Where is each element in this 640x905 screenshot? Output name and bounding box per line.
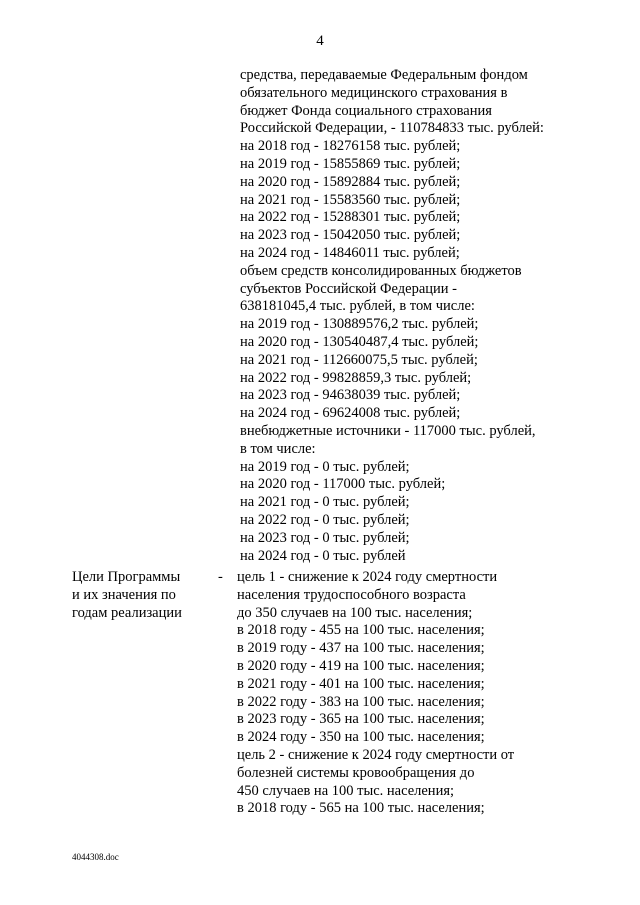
goal-line: до 350 случаев на 100 тыс. населения;	[237, 604, 473, 621]
funding-line: на 2024 год - 0 тыс. рублей	[240, 547, 406, 564]
funding-line: на 2021 год - 15583560 тыс. рублей;	[240, 191, 461, 208]
funding-line: внебюджетные источники - 117000 тыс. рублей,	[240, 422, 536, 439]
funding-line: обязательного медицинского страхования в	[240, 84, 508, 101]
funding-line: бюджет Фонда социального страхования	[240, 102, 492, 119]
goal-line: в 2024 году - 350 на 100 тыс. населения;	[237, 729, 485, 746]
goal-line: в 2022 году - 383 на 100 тыс. населения;	[237, 693, 485, 710]
funding-line: на 2024 год - 69624008 тыс. рублей;	[240, 405, 461, 422]
funding-line: 638181045,4 тыс. рублей, в том числе:	[240, 298, 475, 315]
funding-line: на 2019 год - 0 тыс. рублей;	[240, 458, 410, 475]
goals-label-line: и их значения по	[72, 586, 176, 603]
funding-line: на 2023 год - 94638039 тыс. рублей;	[240, 387, 461, 404]
funding-line: на 2022 год - 99828859,3 тыс. рублей;	[240, 369, 472, 386]
goal-line: в 2020 году - 419 на 100 тыс. населения;	[237, 657, 485, 674]
funding-line: на 2019 год - 15855869 тыс. рублей;	[240, 155, 461, 172]
goals-label	[72, 569, 192, 622]
goal-line: в 2019 году - 437 на 100 тыс. населения;	[237, 640, 485, 657]
goal-line: в 2021 году - 401 на 100 тыс. населения;	[237, 675, 485, 692]
goal-line: цель 2 - снижение к 2024 году смертности от	[237, 746, 515, 763]
page-number: 4	[316, 33, 324, 49]
goal-line: населения трудоспособного возраста	[237, 586, 466, 603]
goal-line: 450 случаев на 100 тыс. населения;	[237, 782, 455, 799]
funding-line: на 2020 год - 130540487,4 тыс. рублей;	[240, 333, 479, 350]
goal-line: цель 1 - снижение к 2024 году смертности	[237, 569, 498, 585]
funding-line: на 2019 год - 130889576,2 тыс. рублей;	[240, 316, 479, 333]
funding-line: на 2020 год - 15892884 тыс. рублей;	[240, 173, 461, 190]
funding-line: на 2022 год - 15288301 тыс. рублей;	[240, 209, 461, 226]
funding-line: Российской Федерации, - 110784833 тыс. рублей:	[240, 120, 544, 137]
funding-block	[240, 67, 630, 565]
funding-line: на 2021 год - 112660075,5 тыс. рублей;	[240, 351, 478, 368]
goal-line: в 2023 году - 365 на 100 тыс. населения;	[237, 711, 485, 728]
goal-line: в 2018 году - 565 на 100 тыс. населения;	[237, 800, 485, 817]
funding-line: на 2020 год - 117000 тыс. рублей;	[240, 476, 446, 493]
goals-label-line: годам реализации	[72, 604, 182, 621]
goal-line: в 2018 году - 455 на 100 тыс. населения;	[237, 622, 485, 639]
funding-line: на 2024 год - 14846011 тыс. рублей;	[240, 244, 460, 261]
document-filename: 4044308.doc	[72, 852, 119, 862]
funding-line: объем средств консолидированных бюджетов	[240, 262, 522, 279]
funding-line: на 2022 год - 0 тыс. рублей;	[240, 511, 410, 528]
funding-line: на 2023 год - 0 тыс. рублей;	[240, 529, 410, 546]
goals-block	[237, 569, 627, 818]
goals-dash: -	[218, 569, 223, 585]
funding-line: на 2023 год - 15042050 тыс. рублей;	[240, 227, 461, 244]
goals-label-line: Цели Программы	[72, 569, 181, 585]
funding-line: субъектов Российской Федерации -	[240, 280, 457, 297]
funding-line: в том числе:	[240, 440, 316, 457]
goal-line: болезней системы кровообращения до	[237, 764, 475, 781]
funding-line: на 2018 год - 18276158 тыс. рублей;	[240, 138, 461, 155]
funding-line: средства, передаваемые Федеральным фондом	[240, 67, 528, 83]
funding-line: на 2021 год - 0 тыс. рублей;	[240, 494, 410, 511]
